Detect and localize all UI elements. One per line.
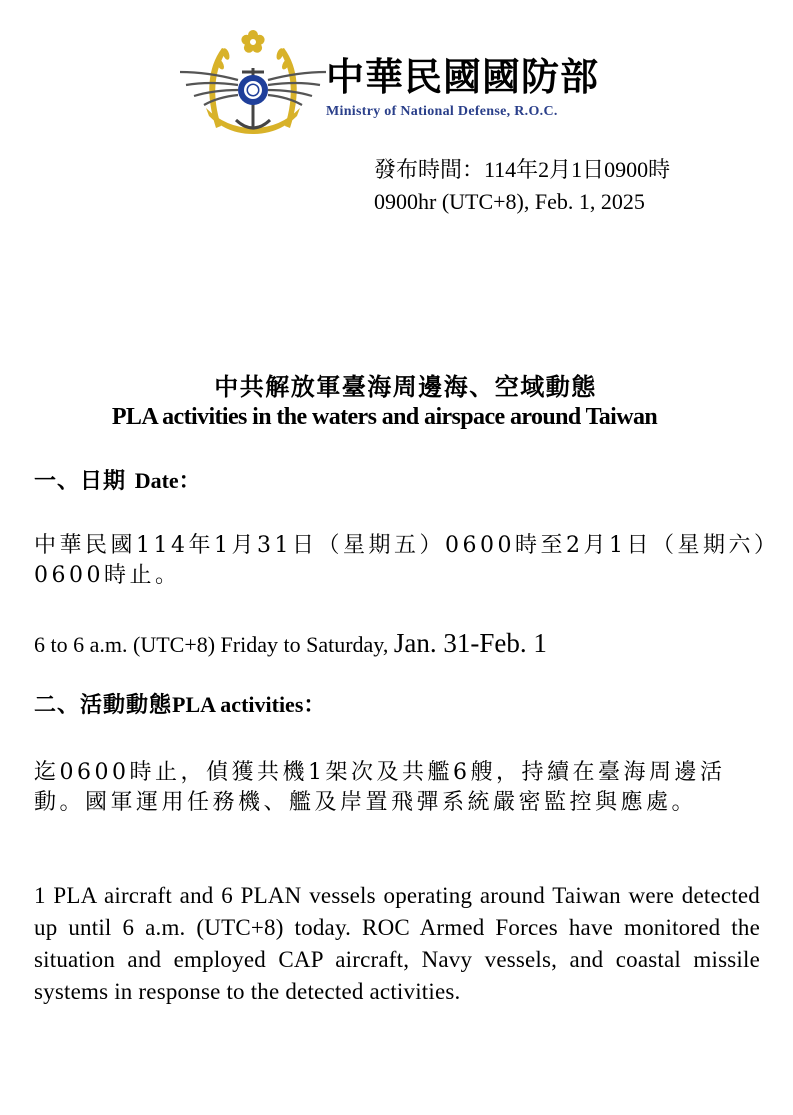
section2-heading-colon: ： <box>303 692 327 718</box>
section1-heading-colon: ： <box>178 468 202 494</box>
section2-body-en: 1 PLA aircraft and 6 PLAN vessels operating around Taiwan were detected up until 6 a.m. (UTC+8) today. ROC Armed Forces have monitored the situation and employed CAP aircraft, Navy vessels, and coastal missile systems in response to the detected activities. <box>34 883 760 1004</box>
issue-time-en: 0900hr (UTC+8), Feb. 1, 2025 <box>374 189 645 214</box>
mnd-emblem-icon <box>178 28 328 140</box>
section1-heading <box>34 466 202 496</box>
section2-heading-cn: 二、活動動態 <box>34 692 173 718</box>
section1-body-en <box>34 628 547 660</box>
section2-body-cn: 迄0600時止，偵獲共機1架次及共艦6艘，持續在臺海周邊活動。國軍運用任務機、艦及岸置飛彈系統嚴密監控與應處。 <box>34 760 726 815</box>
section2-heading-en: PLA activities <box>172 692 304 717</box>
title-cn-text: 中共解放軍臺海周邊海、空域動態 <box>214 372 597 401</box>
section1-body-cn: 中華民國114年1月31日（星期五）0600時至2月1日（星期六）0600時止。 <box>34 533 769 588</box>
section1-body-en-date: Jan. 31-Feb. 1 <box>393 628 547 658</box>
title-cn <box>0 372 793 402</box>
org-name-cn: 中華民國國防部 <box>326 54 600 99</box>
issue-time-cn: 發布時間：114年2月1日0900時 <box>374 157 671 182</box>
title-en: PLA activities in the waters and airspace around Taiwan <box>111 404 658 430</box>
section1-heading-en: Date <box>134 468 179 493</box>
section1-body-en-prefix: 6 to 6 a.m. (UTC+8) Friday to Saturday, <box>34 632 389 657</box>
section1-heading-cn: 一、日期 <box>34 468 127 494</box>
org-name-en: Ministry of National Defense, R.O.C. <box>326 104 558 119</box>
section2-heading <box>34 690 326 720</box>
